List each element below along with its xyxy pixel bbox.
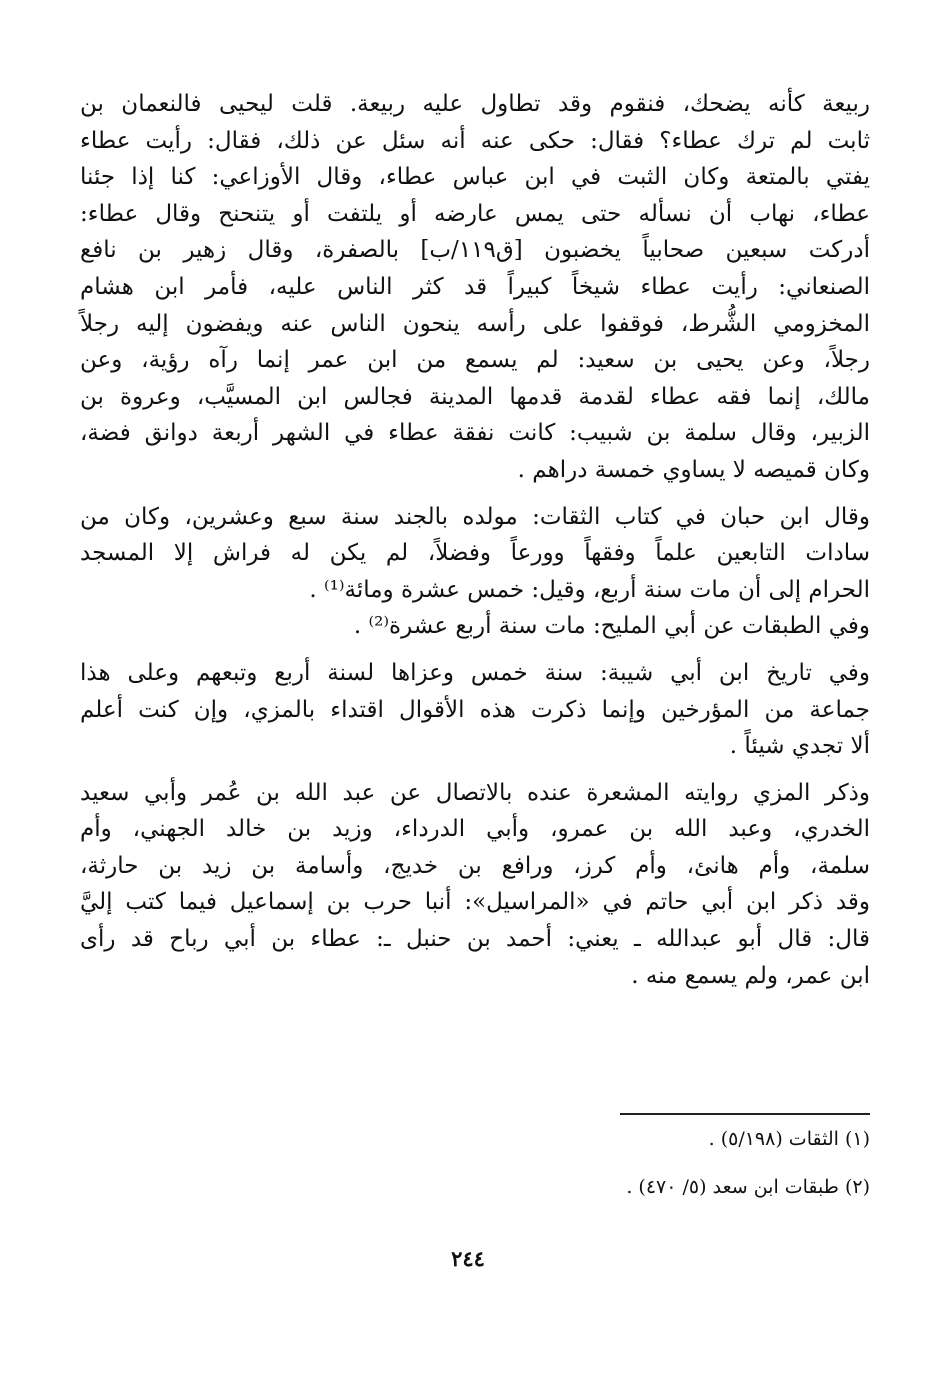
footnote-divider — [620, 1113, 870, 1115]
text-line: سادات التابعين علماً وفقهاً وورعاً وفضلاً، لم يكن له فراش إلا المسجد — [80, 540, 870, 567]
text-line: يفتي بالمتعة وكان الثبت في ابن عباس عطاء، وقال الأوزاعي: كنا إذا جئنا — [80, 164, 870, 191]
text-line: أدركت سبعين صحابياً يخضبون [ق١١٩/ب] بالصفرة، وقال زهير بن نافع — [80, 237, 870, 264]
text-line: وكان قميصه لا يساوي خمسة دراهم . — [517, 456, 870, 483]
paragraph — [80, 608, 870, 645]
text-line: وقد ذكر ابن أبي حاتم في «المراسيل»: أنبا حرب بن إسماعيل فيما كتب إليَّ — [80, 889, 870, 916]
text-line: الحرام إلى أن مات سنة أربع، وقيل: خمس عشرة ومائة⁽¹⁾ . — [309, 576, 870, 603]
main-text — [80, 86, 870, 994]
text-line: جماعة من المؤرخين وإنما ذكرت هذه الأقوال اقتداء بالمزي، وإن كنت أعلم — [80, 696, 870, 723]
text-line: وفي تاريخ ابن أبي شيبة: سنة خمس وعزاها لسنة أربع وتبعهم وعلى هذا — [80, 659, 870, 686]
text-line: مالك، إنما فقه عطاء لقدمة قدمها المدينة فجالس ابن المسيَّب، وعروة بن — [80, 383, 870, 410]
footnote: (١) الثقات (٥/١٩٨) . — [708, 1128, 870, 1150]
text-line: عطاء، نهاب أن نسأله حتى يمس عارضه أو يلتفت أو يتنحنح وقال عطاء: — [80, 200, 870, 227]
text-line: رجلاً، وعن يحيى بن سعيد: لم يسمع من ابن عمر إنما رآه رؤية، وعن — [80, 347, 870, 374]
footnote: (٢) طبقات ابن سعد (٥/ ٤٧٠) . — [626, 1176, 870, 1198]
text-line: الزبير، وقال سلمة بن شبيب: كانت نفقة عطاء في الشهر أربعة دوانق فضة، — [80, 420, 870, 447]
paragraph — [80, 655, 870, 765]
text-line: المخزومي الشُّرط، فوقفوا على رأسه ينحون الناس عنه ويفضون إليه رجلاً — [80, 310, 870, 337]
text-line: ابن عمر، ولم يسمع منه . — [631, 962, 870, 989]
footnotes — [80, 1126, 870, 1222]
paragraph — [80, 775, 870, 995]
text-line: قال: قال أبو عبدالله ـ يعني: أحمد بن حنبل ـ: عطاء بن أبي رباح قد رأى — [80, 926, 870, 953]
text-line: ربيعة كأنه يضحك، فنقوم وقد تطاول عليه ربيعة. قلت ليحيى فالنعمان بن — [80, 91, 870, 117]
paragraph — [80, 499, 870, 609]
text-line: ثابت لم ترك عطاء؟ فقال: حكى عنه أنه سئل عن ذلك، فقال: رأيت عطاء — [80, 127, 870, 154]
text-line: وذكر المزي روايته المشعرة عنده بالاتصال عن عبد الله بن عُمر وأبي سعيد — [80, 779, 870, 806]
text-line: الخدري، وعبد الله بن عمرو، وأبي الدرداء، وزيد بن خالد الجهني، وأم — [80, 816, 870, 843]
paragraph — [80, 86, 870, 489]
text-line: الصنعاني: رأيت عطاء شيخاً كبيراً قد كثر الناس عليه، فأمر ابن هشام — [80, 273, 870, 300]
text-line: ألا تجدي شيئاً . — [729, 733, 870, 760]
page-number: ٢٤٤ — [451, 1246, 485, 1271]
text-line: وقال ابن حبان في كتاب الثقات: مولده بالجند سنة سبع وعشرين، وكان من — [80, 503, 870, 530]
text-line: وفي الطبقات عن أبي المليح: مات سنة أربع عشرة⁽²⁾ . — [353, 613, 870, 640]
text-line: سلمة، وأم هانئ، وأم كرز، ورافع بن خديج، وأسامة بن زيد بن حارثة، — [80, 852, 870, 879]
